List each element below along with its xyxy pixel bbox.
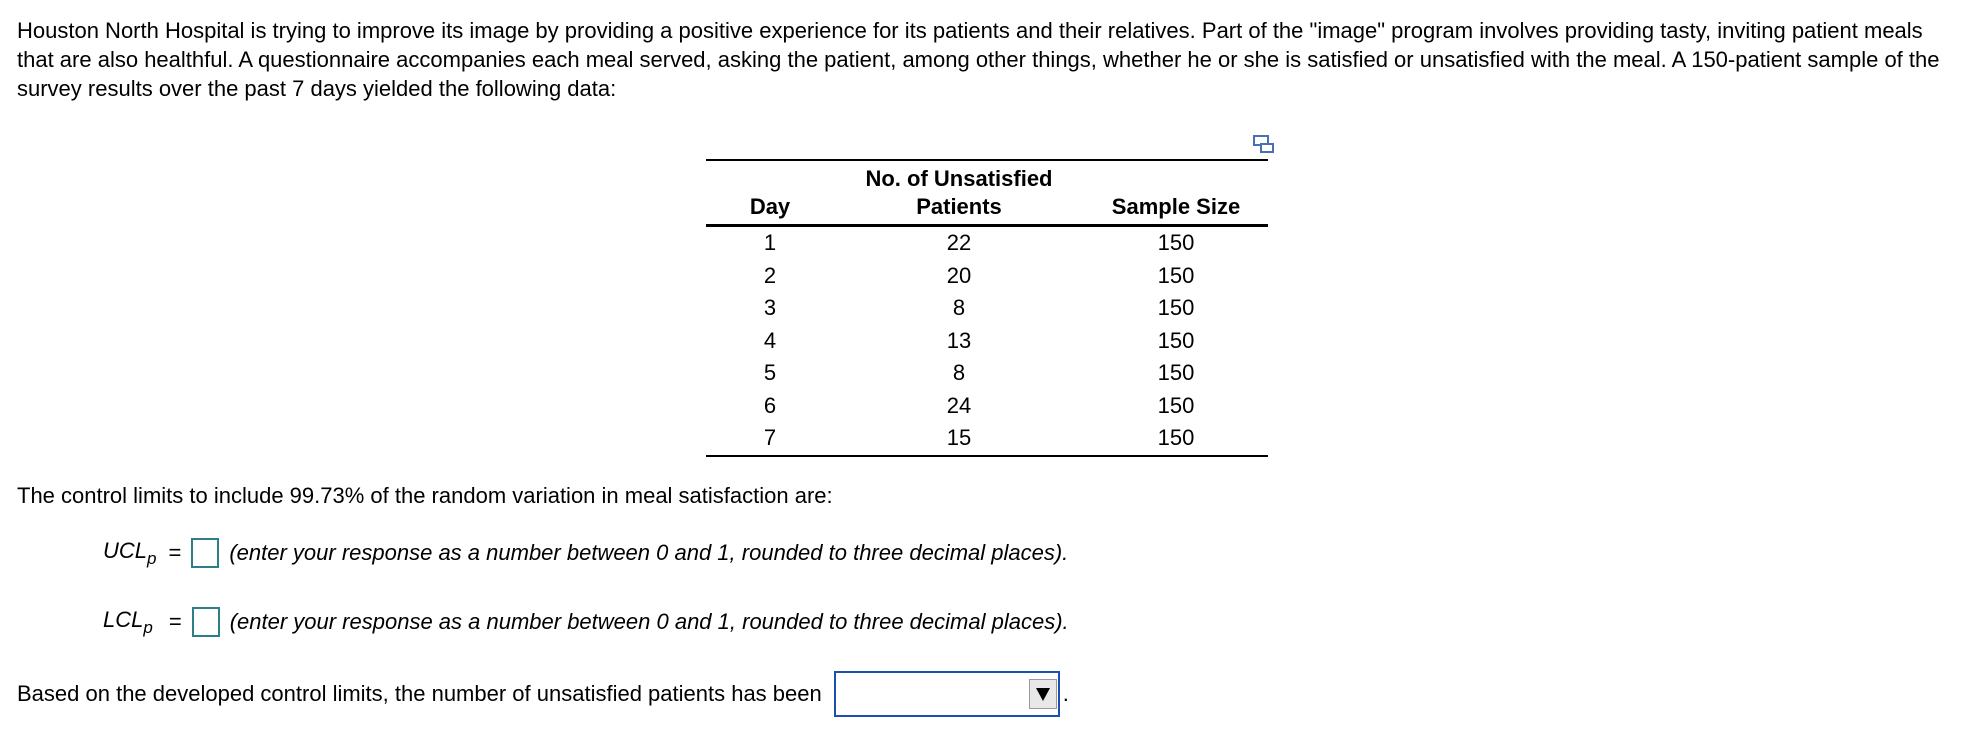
table-row [706, 292, 1268, 325]
cell-unsatisfied: 15 [946, 425, 972, 451]
header-sample-size: Sample Size [1111, 194, 1241, 219]
cell-day: 5 [763, 360, 777, 386]
cell-day: 2 [763, 262, 777, 288]
lcl-equals: = [168, 609, 182, 634]
problem-statement: Houston North Hospital is trying to improve its image by providing a positive experience for its patients and their relatives. Part of the "image" program involves providing tasty, inviting patient meals that are also healthful. A questionnaire accompanies each meal served, asking the patient, among other things, whether he or she is satisfied or unsatisfied with the meal. A 150-patient sample of the survey results over the past 7 days yielded the following data: [17, 18, 1940, 101]
lcl-label [103, 607, 153, 638]
cell-day: 1 [763, 230, 777, 256]
lcl-hint: (enter your response as a number between 0 and 1, rounded to three decimal places). [229, 609, 1069, 634]
table-row [706, 260, 1268, 293]
ucl-subscript: p [147, 548, 157, 568]
table-row [706, 325, 1268, 358]
conclusion-period: . [1062, 681, 1069, 706]
cell-day: 4 [763, 327, 777, 353]
cell-unsatisfied: 20 [946, 262, 972, 288]
conclusion-row [17, 670, 1069, 718]
header-unsatisfied-line2: Patients [916, 194, 1002, 219]
table-row [706, 390, 1268, 423]
table-header-row [706, 160, 1268, 226]
triangle-down-icon [1035, 686, 1051, 702]
cell-sample-size: 150 [1157, 327, 1195, 353]
cell-unsatisfied: 22 [946, 230, 972, 256]
cell-day: 3 [763, 295, 777, 321]
ucl-hint: (enter your response as a number between 0 and 1, rounded to three decimal places). [229, 540, 1069, 565]
table-row [706, 422, 1268, 456]
cell-sample-size: 150 [1157, 295, 1195, 321]
ucl-answer-input[interactable] [191, 538, 219, 568]
cell-day: 7 [763, 425, 777, 451]
dropdown-toggle-button[interactable] [1029, 679, 1057, 709]
conclusion-text: Based on the developed control limits, the number of unsatisfied patients has been [17, 681, 822, 706]
copy-table-icon[interactable] [1253, 135, 1275, 155]
limits-question: The control limits to include 99.73% of the random variation in meal satisfaction are: [17, 483, 833, 508]
cell-unsatisfied: 8 [952, 295, 966, 321]
cell-sample-size: 150 [1157, 360, 1195, 386]
table-row [706, 226, 1268, 260]
conclusion-dropdown[interactable] [834, 671, 1060, 717]
lcl-label-text: LCL [103, 606, 144, 632]
ucl-row [103, 536, 1068, 570]
cell-unsatisfied: 8 [952, 360, 966, 386]
header-unsatisfied-line1: No. of Unsatisfied [865, 166, 1053, 191]
survey-data-table [706, 159, 1268, 457]
cell-unsatisfied: 24 [946, 392, 972, 418]
cell-sample-size: 150 [1157, 392, 1195, 418]
ucl-label-text: UCL [103, 537, 148, 563]
lcl-answer-input[interactable] [192, 607, 220, 637]
cell-unsatisfied: 13 [946, 327, 972, 353]
cell-sample-size: 150 [1157, 262, 1195, 288]
lcl-row [103, 605, 1069, 639]
cell-sample-size: 150 [1157, 230, 1195, 256]
lcl-subscript: p [143, 617, 153, 637]
header-unsatisfied [834, 160, 1084, 226]
ucl-label [103, 538, 156, 569]
cell-day: 6 [763, 392, 777, 418]
cell-sample-size: 150 [1157, 425, 1195, 451]
table-row [706, 357, 1268, 390]
ucl-equals: = [168, 540, 182, 565]
header-day: Day [749, 194, 791, 219]
